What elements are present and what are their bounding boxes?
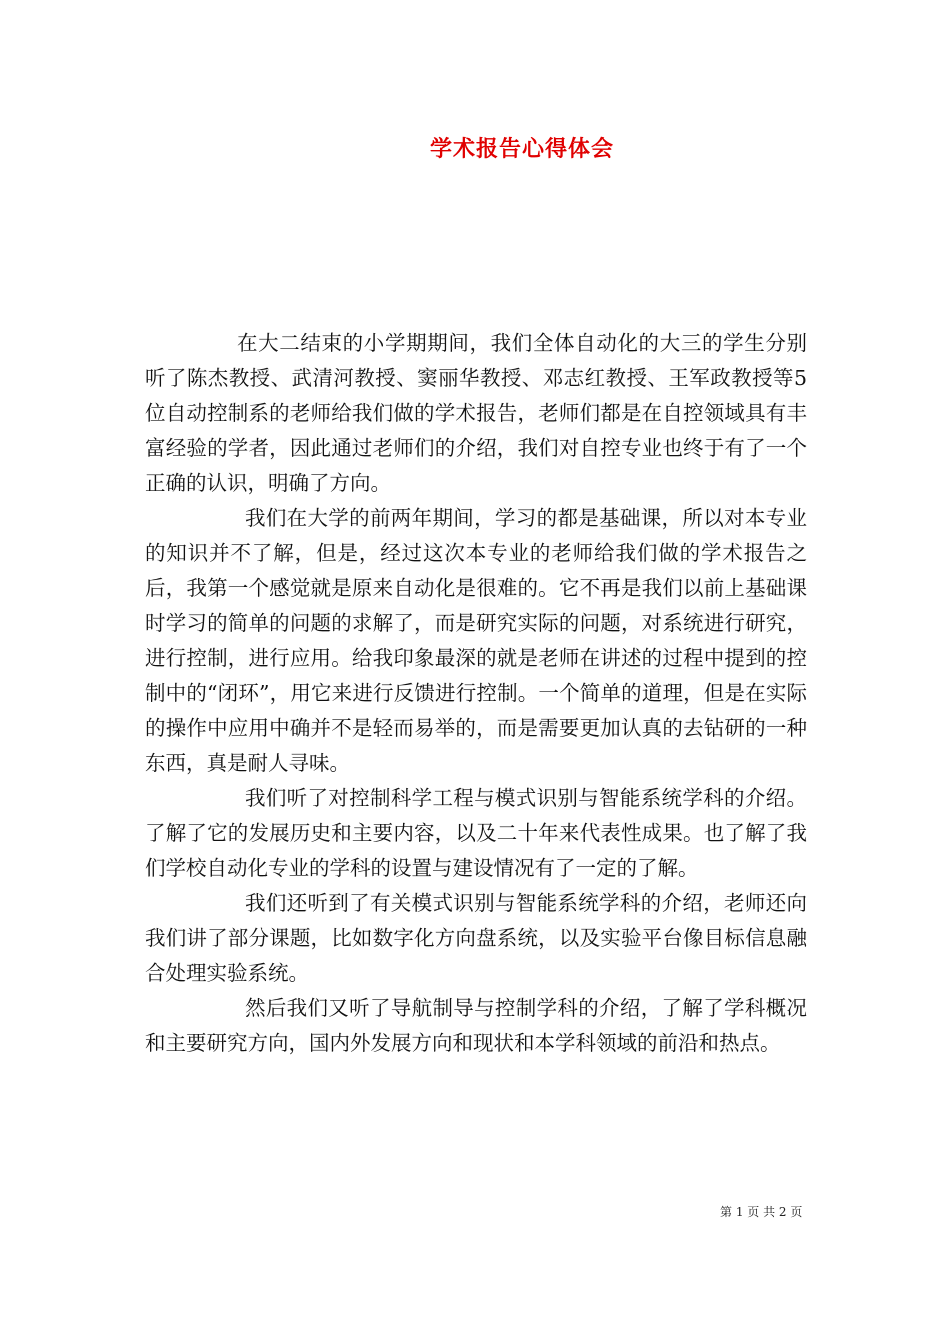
paragraph-1: 在大二结束的小学期期间，我们全体自动化的大三的学生分别听了陈杰教授、武清河教授、窦丽华教授、邓志红教授、王军政教授等5位自动控制系的老师给我们做的学术报告，老师们都是在自控领域具有丰富经验的学者，因此通过老师们的介绍，我们对自控专业也终于有了一个正确的认识，明确了方向。 [145,331,807,495]
paragraph-3: 我们听了对控制科学工程与模式识别与智能系统学科的介绍。了解了它的发展历史和主要内容，以及二十年来代表性成果。也了解了我们学校自动化专业的学科的设置与建设情况有了一定的了解。 [145,786,807,880]
document-title: 学术报告心得体会 [430,137,615,162]
paragraph-5: 然后我们又听了导航制导与控制学科的介绍，了解了学科概况和主要研究方向，国内外发展方向和现状和本学科领域的前沿和热点。 [145,996,807,1055]
paragraph-2: 我们在大学的前两年期间，学习的都是基础课，所以对本专业的知识并不了解，但是，经过这次本专业的老师给我们做的学术报告之后，我第一个感觉就是原来自动化是很难的。它不再是我们以前上基础课时学习的简单的问题的求解了，而是研究实际的问题，对系统进行研究，进行控制，进行应用。给我印象最深的就是老师在讲述的过程中提到的控制中的“闭环”，用它来进行反馈进行控制。一个简单的道理，但是在实际的操作中应用中确并不是轻而易举的，而是需要更加认真的去钻研的一种东西，真是耐人寻味。 [145,506,807,775]
page-number-footer: 第 1 页 共 2 页 [720,1205,803,1219]
document-body [145,326,807,1061]
paragraph-4: 我们还听到了有关模式识别与智能系统学科的介绍，老师还向我们讲了部分课题，比如数字化方向盘系统，以及实验平台像目标信息融合处理实验系统。 [145,891,807,985]
